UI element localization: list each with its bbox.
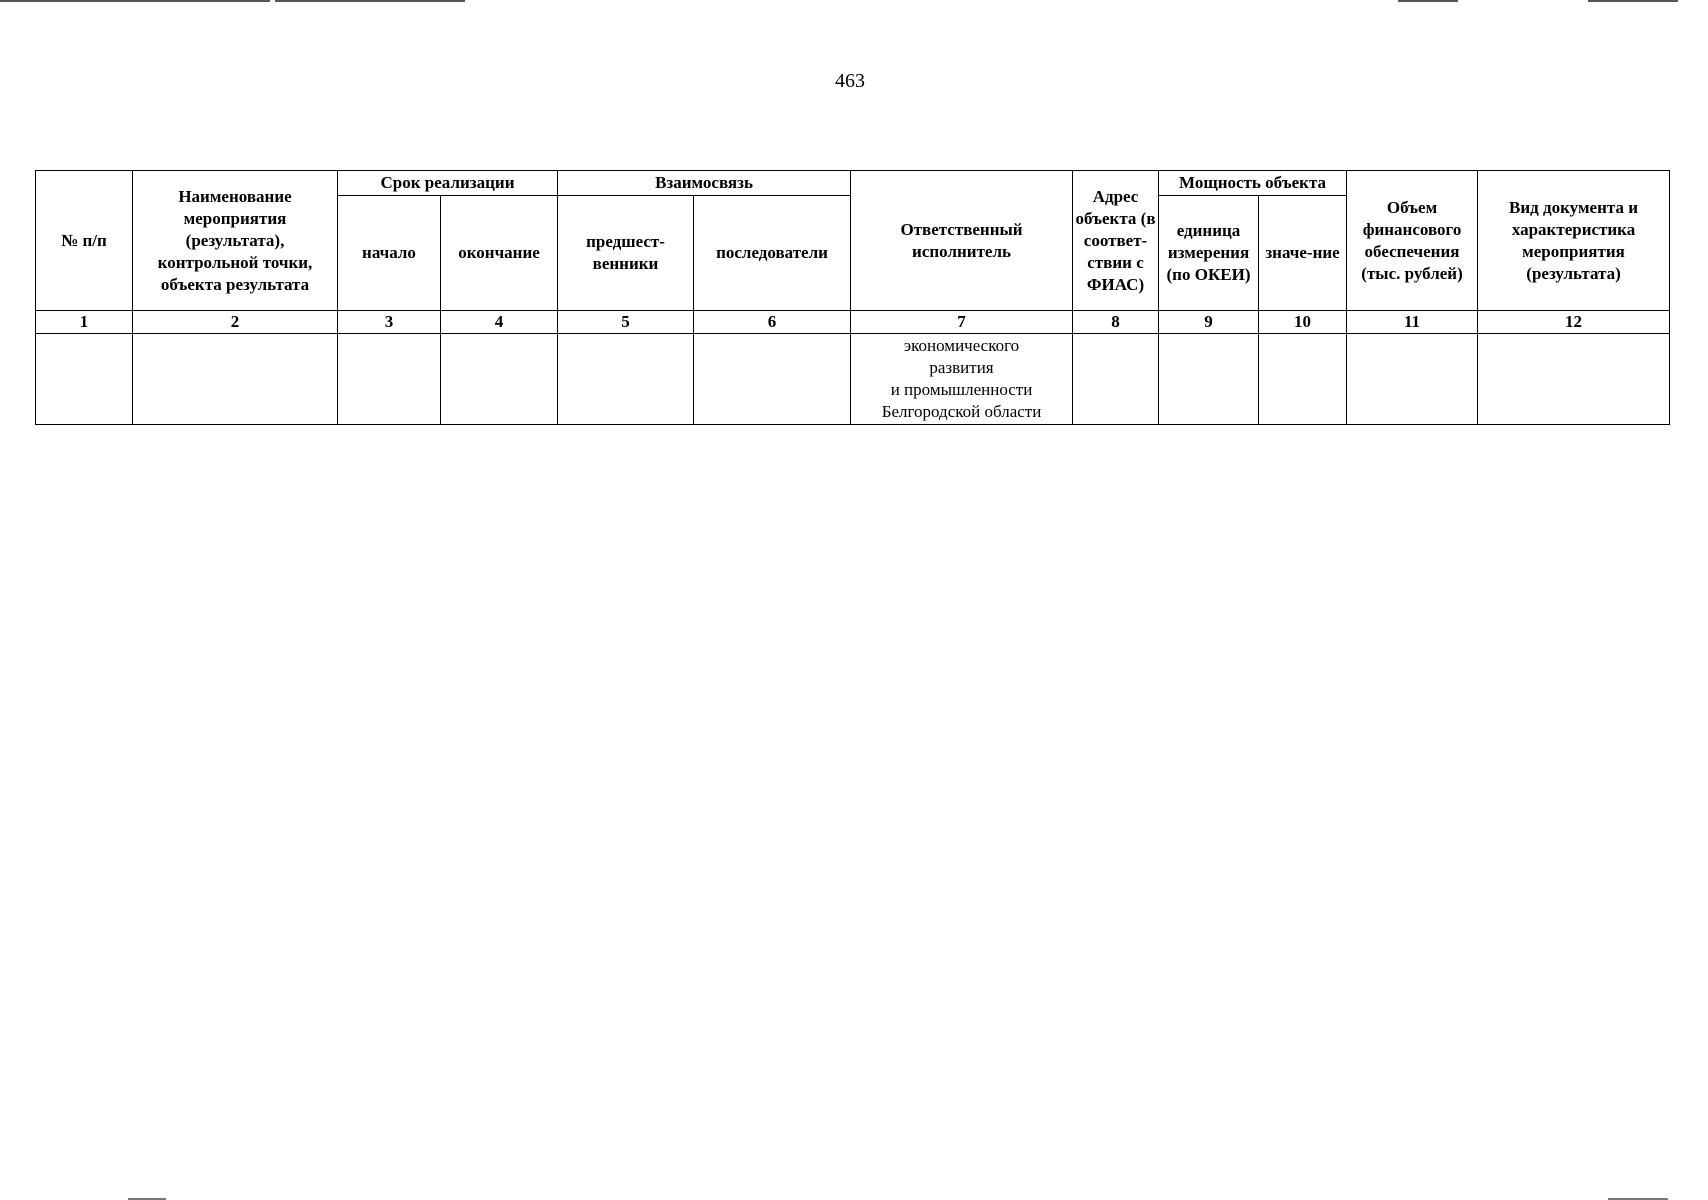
header-predecessors: предшест-венники — [558, 196, 694, 311]
cell-predecessors — [558, 334, 694, 425]
cell-successors — [694, 334, 851, 425]
column-number: 7 — [851, 311, 1073, 334]
column-number: 9 — [1159, 311, 1259, 334]
header-responsible: Ответственный исполнитель — [851, 171, 1073, 311]
column-number: 5 — [558, 311, 694, 334]
header-name: Наименование мероприятия (результата), контрольной точки, объекта результата — [133, 171, 338, 311]
cell-name — [133, 334, 338, 425]
column-number: 4 — [441, 311, 558, 334]
column-number: 10 — [1259, 311, 1347, 334]
header-doc-type: Вид документа и характеристика мероприятия (результата) — [1478, 171, 1670, 311]
header-num: № п/п — [36, 171, 133, 311]
responsible-line: Белгородской области — [881, 402, 1042, 421]
header-address: Адрес объекта (в соответ-ствии с ФИАС) — [1073, 171, 1159, 311]
responsible-line: экономического — [903, 336, 1020, 355]
cell-num — [36, 334, 133, 425]
header-financing: Объем финансового обеспечения (тыс. рублей) — [1347, 171, 1478, 311]
responsible-line: развития — [929, 358, 994, 377]
cell-start — [338, 334, 441, 425]
column-number: 11 — [1347, 311, 1478, 334]
cell-financing — [1347, 334, 1478, 425]
page-number: 463 — [835, 70, 865, 92]
cell-doc-type — [1478, 334, 1670, 425]
column-number: 12 — [1478, 311, 1670, 334]
cell-responsible — [851, 334, 1073, 425]
column-number: 8 — [1073, 311, 1159, 334]
cell-unit — [1159, 334, 1259, 425]
header-row-top — [36, 171, 1670, 196]
top-border-fragment — [275, 0, 465, 2]
cell-value — [1259, 334, 1347, 425]
header-capacity-group: Мощность объекта — [1159, 171, 1347, 196]
header-successors: последователи — [694, 196, 851, 311]
top-border-fragment — [1398, 0, 1458, 2]
column-number: 2 — [133, 311, 338, 334]
responsible-line: и промышленности — [890, 380, 1033, 399]
header-unit: единица измерения (по ОКЕИ) — [1159, 196, 1259, 311]
table-row — [36, 334, 1670, 425]
cell-end — [441, 334, 558, 425]
header-period-group: Срок реализации — [338, 171, 558, 196]
plan-table — [35, 170, 1670, 425]
column-number-row — [36, 311, 1670, 334]
column-number: 6 — [694, 311, 851, 334]
top-border-fragment — [0, 0, 270, 2]
cell-address — [1073, 334, 1159, 425]
top-border-fragment — [1588, 0, 1678, 2]
header-relation-group: Взаимосвязь — [558, 171, 851, 196]
column-number: 1 — [36, 311, 133, 334]
header-end: окончание — [441, 196, 558, 311]
header-value: значе-ние — [1259, 196, 1347, 311]
column-number: 3 — [338, 311, 441, 334]
header-start: начало — [338, 196, 441, 311]
